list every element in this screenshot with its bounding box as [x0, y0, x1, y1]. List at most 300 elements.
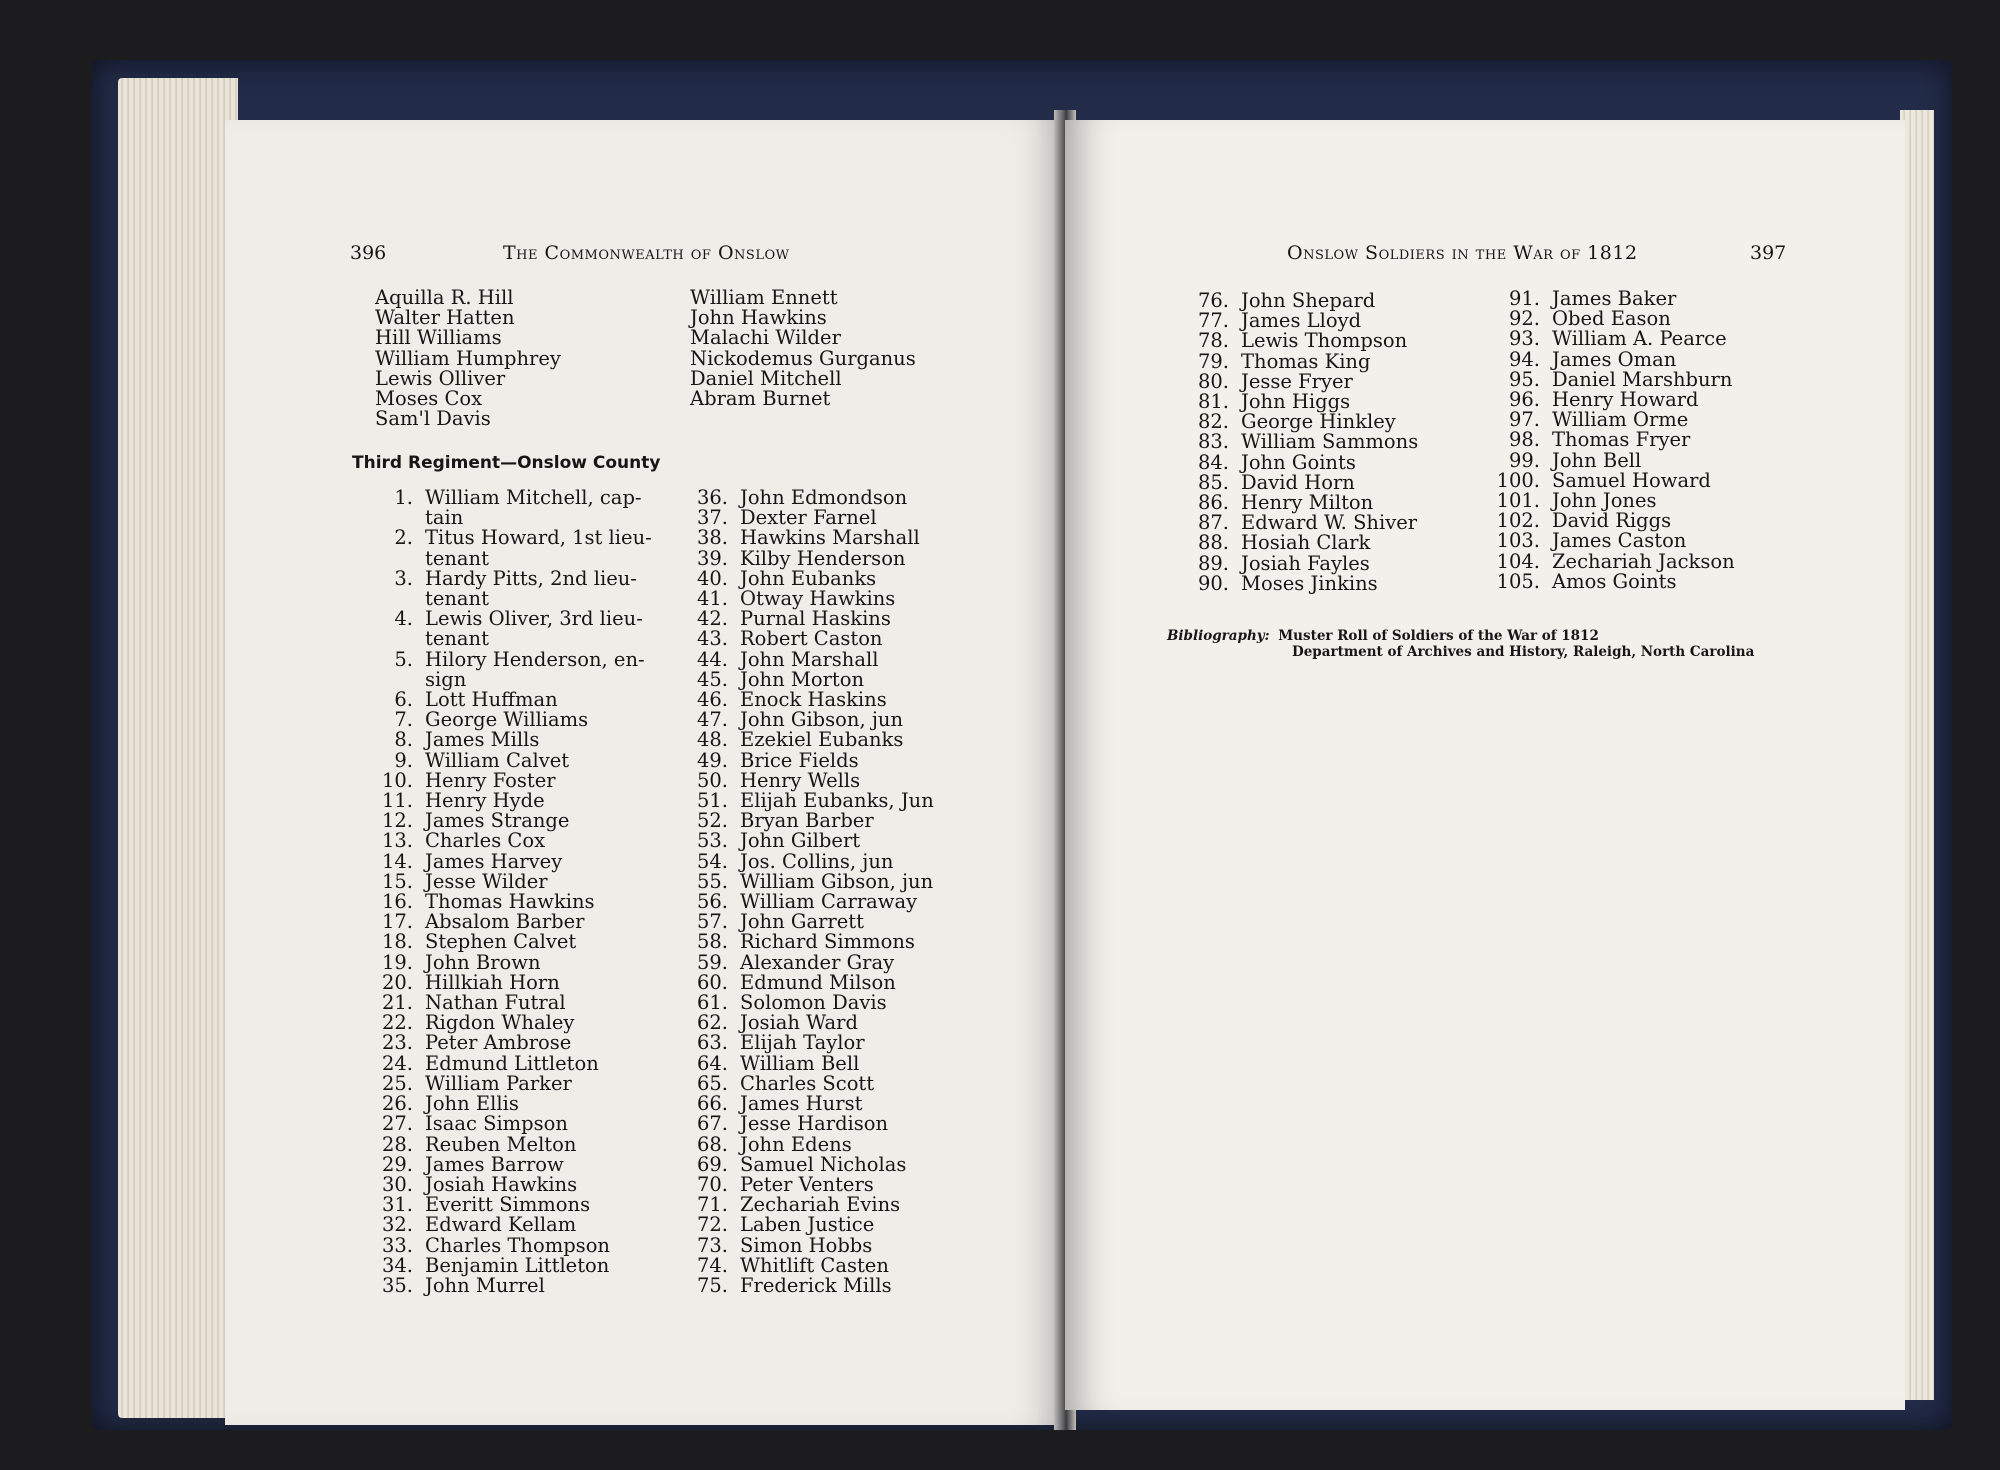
list-item	[670, 1033, 934, 1053]
entry-name: Everitt Simmons	[425, 1193, 591, 1217]
entry-number: 40.	[696, 566, 728, 590]
list-item	[1185, 349, 1418, 373]
list-item	[1185, 392, 1418, 412]
entry-name: Elijah Eubanks, Jun	[740, 789, 934, 813]
entry-number: 43.	[696, 627, 728, 651]
entry-name: James Caston	[1552, 529, 1687, 553]
list-item	[1492, 448, 1735, 472]
entry-number: 17.	[381, 910, 413, 934]
entry-name: Nathan Futral	[425, 991, 566, 1015]
entry-number: 22.	[381, 1011, 413, 1035]
entry-name: Hillkiah Horn	[425, 970, 560, 994]
entry-number: 27.	[381, 1112, 413, 1136]
entry-name: George Williams	[425, 708, 589, 732]
list-item	[355, 1253, 652, 1277]
entry-name: James Mills	[425, 728, 540, 752]
entry-name: Jos. Collins, jun	[740, 849, 894, 873]
entry-number: 4.	[394, 607, 413, 631]
entry-number: 10.	[381, 768, 413, 792]
page-edges-left	[118, 78, 238, 1418]
entry-name: Thomas Fryer	[1552, 428, 1691, 452]
list-item	[670, 1094, 934, 1114]
entry-number: 39.	[696, 546, 728, 570]
entry-number: 52.	[696, 809, 728, 833]
entry-number: 97.	[1508, 408, 1540, 432]
section-heading: Third Regiment—Onslow County	[352, 453, 661, 473]
entry-name: Josiah Ward	[740, 1011, 858, 1035]
entry-number: 61.	[696, 991, 728, 1015]
list-item	[670, 791, 934, 811]
entry-name: John Edmondson	[740, 486, 908, 509]
entry-number: 99.	[1508, 448, 1540, 472]
entry-name: Hawkins Marshall	[740, 526, 920, 550]
entry-name: Simon Hobbs	[740, 1233, 873, 1257]
entry-name: John Gibson, jun	[740, 708, 904, 732]
list-item	[670, 1051, 934, 1075]
entry-number: 42.	[696, 607, 728, 631]
list-item	[1492, 390, 1735, 410]
list-item: William Ennett	[690, 286, 838, 309]
entry-number: 55.	[696, 869, 728, 893]
list-item	[1185, 470, 1418, 494]
entry-number: 103.	[1496, 529, 1540, 553]
entry-number: 104.	[1496, 549, 1540, 573]
list-item	[355, 1051, 652, 1075]
entry-name: Peter Ambrose	[425, 1031, 572, 1055]
entry-name: Otway Hawkins	[740, 587, 896, 611]
entry-name: Kilby Henderson	[740, 546, 906, 570]
list-item	[355, 730, 652, 750]
list-item	[670, 993, 934, 1013]
entry-name: David Riggs	[1552, 509, 1672, 533]
list-item	[355, 869, 652, 893]
entry-number: 6.	[394, 688, 413, 712]
list-item	[670, 849, 934, 873]
entry-name: John Gilbert	[740, 829, 861, 853]
list-item	[355, 993, 652, 1013]
entry-number: 87.	[1197, 511, 1229, 535]
entry-number: 33.	[381, 1233, 413, 1257]
entry-number: 79.	[1197, 349, 1229, 373]
entry-name: Rigdon Whaley	[425, 1011, 575, 1035]
entry-number: 45.	[696, 667, 728, 691]
list-item	[1492, 549, 1735, 573]
list-item	[670, 730, 934, 750]
entry-name: John Bell	[1552, 448, 1642, 472]
list-item	[355, 811, 652, 831]
list-item	[355, 849, 652, 873]
entry-number: 14.	[381, 849, 413, 873]
left-page	[225, 120, 1065, 1425]
list-item	[355, 566, 652, 590]
entry-number: 12.	[381, 809, 413, 833]
entry-number: 49.	[696, 748, 728, 772]
entry-name: Edward W. Shiver	[1241, 511, 1418, 535]
entry-number: 66.	[696, 1092, 728, 1116]
running-head: Onslow Soldiers in the War of 1812	[1287, 242, 1638, 264]
entry-number: 53.	[696, 829, 728, 853]
entry-number: 8.	[394, 728, 413, 752]
list-item	[670, 811, 934, 831]
list-item: Daniel Mitchell	[690, 366, 842, 390]
entry-name: Hilory Henderson, en-	[425, 647, 645, 671]
entry-name: Richard Simmons	[740, 930, 915, 954]
entry-name: Edward Kellam	[425, 1213, 577, 1237]
list-item	[355, 1013, 652, 1033]
entry-name: Reuben Melton	[425, 1132, 577, 1156]
entry-number: 44.	[696, 647, 728, 671]
entry-name: John Morton	[740, 667, 865, 691]
list-item	[670, 768, 934, 792]
entry-number: 93.	[1508, 327, 1540, 351]
entry-name: William Parker	[425, 1071, 572, 1095]
list-item	[1492, 569, 1735, 593]
entry-name: John Jones	[1552, 489, 1657, 513]
entry-number: 26.	[381, 1092, 413, 1116]
entry-name: Henry Foster	[425, 768, 556, 792]
entry-name: Benjamin Littleton	[425, 1253, 610, 1277]
entry-number: 85.	[1197, 470, 1229, 494]
entry-name: Samuel Howard	[1552, 468, 1711, 492]
entry-name: Lewis Oliver, 3rd lieu-	[425, 607, 643, 631]
entry-number: 74.	[696, 1253, 728, 1277]
entry-name: James Harvey	[425, 849, 563, 873]
entry-name: Elijah Taylor	[740, 1031, 865, 1055]
entry-number: 81.	[1197, 390, 1229, 414]
right-page	[1065, 120, 1905, 1410]
list-item	[355, 710, 652, 730]
entry-continuation: tenant	[425, 627, 489, 651]
list-item	[670, 667, 934, 691]
entry-name: Titus Howard, 1st lieu-	[425, 526, 652, 550]
list-item: Sam'l Davis	[375, 407, 491, 431]
name-list	[690, 288, 916, 409]
entry-name: Dexter Farnel	[740, 506, 877, 530]
list-item	[355, 1132, 652, 1156]
entry-name: Solomon Davis	[740, 991, 887, 1015]
entry-name: Absalom Barber	[425, 910, 585, 934]
list-item	[1492, 329, 1735, 349]
running-head: The Commonwealth of Onslow	[503, 242, 790, 264]
list-item	[355, 892, 652, 912]
entry-number: 62.	[696, 1011, 728, 1035]
entry-name: Bryan Barber	[740, 809, 874, 833]
entry-name: William Bell	[740, 1051, 860, 1075]
list-item	[1492, 347, 1735, 371]
list-item	[355, 609, 652, 629]
entry-number: 50.	[696, 768, 728, 792]
roster-column	[1492, 289, 1735, 592]
list-item	[1185, 533, 1418, 553]
entry-name: Jesse Hardison	[740, 1112, 889, 1136]
entry-number: 32.	[381, 1213, 413, 1237]
list-item	[355, 1195, 652, 1215]
entry-name: Charles Cox	[425, 829, 546, 853]
list-item	[355, 1273, 652, 1297]
entry-number: 5.	[394, 647, 413, 671]
list-item	[1492, 468, 1735, 492]
list-item	[1492, 410, 1735, 430]
entry-number: 48.	[696, 728, 728, 752]
list-item	[1185, 513, 1418, 533]
list-item	[670, 710, 934, 730]
entry-name: William Mitchell, cap-	[425, 486, 642, 509]
entry-name: James Baker	[1552, 287, 1677, 310]
entry-number: 90.	[1197, 571, 1229, 595]
list-item	[670, 528, 934, 548]
entry-number: 69.	[696, 1152, 728, 1176]
entry-number: 51.	[696, 789, 728, 813]
entry-name: Lewis Thompson	[1241, 329, 1408, 353]
entry-name: Zechariah Evins	[740, 1193, 901, 1217]
list-item	[670, 1273, 934, 1297]
entry-number: 64.	[696, 1051, 728, 1075]
entry-number: 34.	[381, 1253, 413, 1277]
entry-number: 37.	[696, 506, 728, 530]
entry-continuation: tenant	[425, 587, 489, 611]
entry-name: William A. Pearce	[1552, 327, 1727, 351]
entry-number: 84.	[1197, 450, 1229, 474]
entry-number: 60.	[696, 970, 728, 994]
list-item	[670, 546, 934, 570]
entry-number: 30.	[381, 1172, 413, 1196]
list-item	[670, 1013, 934, 1033]
entry-name: Thomas King	[1241, 349, 1371, 373]
entry-name: Whitlift Casten	[740, 1253, 889, 1277]
list-item	[355, 1094, 652, 1114]
entry-name: John Garrett	[740, 910, 864, 934]
entry-number: 78.	[1197, 329, 1229, 353]
list-item	[355, 1233, 652, 1257]
list-item: Nickodemus Gurganus	[690, 346, 916, 370]
list-item	[1185, 331, 1418, 351]
entry-number: 13.	[381, 829, 413, 853]
entry-name: Charles Scott	[740, 1071, 875, 1095]
list-item	[670, 1253, 934, 1277]
entry-number: 21.	[381, 991, 413, 1015]
entry-number: 83.	[1197, 430, 1229, 454]
entry-number: 89.	[1197, 551, 1229, 575]
entry-name: Isaac Simpson	[425, 1112, 568, 1136]
entry-name: Hosiah Clark	[1241, 531, 1371, 555]
list-item	[670, 589, 934, 609]
entry-number: 63.	[696, 1031, 728, 1055]
list-item	[670, 690, 934, 710]
entry-name: Ezekiel Eubanks	[740, 728, 904, 752]
entry-name: John Marshall	[740, 647, 879, 671]
list-item	[670, 970, 934, 994]
entry-number: 102.	[1496, 509, 1540, 533]
entry-number: 80.	[1197, 369, 1229, 393]
list-item	[1185, 571, 1418, 595]
entry-name: Thomas Hawkins	[425, 890, 595, 914]
entry-number: 28.	[381, 1132, 413, 1156]
list-item	[670, 488, 934, 508]
entry-number: 41.	[696, 587, 728, 611]
list-item	[355, 748, 652, 772]
list-item: Abram Burnet	[690, 387, 831, 411]
list-item	[355, 1215, 652, 1235]
list-item	[355, 690, 652, 710]
list-item	[670, 1114, 934, 1134]
entry-number: 58.	[696, 930, 728, 954]
entry-name: Jesse Fryer	[1241, 369, 1353, 393]
entry-name: Alexander Gray	[740, 950, 895, 974]
list-item	[670, 508, 934, 528]
entry-number: 11.	[381, 789, 413, 813]
entry-name: Zechariah Jackson	[1552, 549, 1735, 573]
list-item	[355, 1172, 652, 1196]
list-item	[670, 869, 934, 893]
bibliography-label: Bibliography:	[1167, 628, 1270, 644]
entry-name: James Lloyd	[1241, 309, 1362, 333]
entry-number: 95.	[1508, 367, 1540, 391]
list-item: Lewis Olliver	[375, 366, 506, 390]
list-item	[355, 950, 652, 974]
list-item	[355, 528, 652, 548]
entry-number: 65.	[696, 1071, 728, 1095]
entry-name: Edmund Milson	[740, 970, 896, 994]
entry-name: Henry Wells	[740, 768, 861, 792]
list-item	[670, 629, 934, 649]
entry-number: 56.	[696, 890, 728, 914]
entry-number: 82.	[1197, 410, 1229, 434]
page-edges-right	[1900, 110, 1934, 1400]
list-item	[1185, 291, 1418, 311]
entry-number: 31.	[381, 1193, 413, 1217]
entry-number: 88.	[1197, 531, 1229, 555]
entry-number: 29.	[381, 1152, 413, 1176]
entry-name: Frederick Mills	[740, 1273, 892, 1297]
list-item	[670, 1172, 934, 1196]
entry-name: Charles Thompson	[425, 1233, 610, 1257]
entry-name: Josiah Hawkins	[425, 1172, 578, 1196]
list-item	[1185, 432, 1418, 452]
list-item	[1185, 493, 1418, 513]
list-item	[670, 1071, 934, 1095]
entry-number: 96.	[1508, 388, 1540, 412]
list-item	[670, 647, 934, 671]
list-item	[670, 1215, 934, 1235]
entry-name: Laben Justice	[740, 1213, 875, 1237]
list-item	[355, 768, 652, 792]
entry-number: 75.	[696, 1273, 728, 1297]
entry-number: 68.	[696, 1132, 728, 1156]
list-item	[1492, 289, 1735, 309]
entry-number: 94.	[1508, 347, 1540, 371]
list-item: Malachi Wilder	[690, 326, 841, 350]
entry-name: James Strange	[425, 809, 570, 833]
list-item	[355, 831, 652, 851]
entry-number: 67.	[696, 1112, 728, 1136]
entry-name: James Barrow	[425, 1152, 564, 1176]
list-item: Hill Williams	[375, 326, 502, 350]
list-item: William Humphrey	[375, 346, 561, 370]
entry-number: 100.	[1496, 468, 1540, 492]
entry-number: 1.	[394, 486, 413, 509]
list-item	[670, 1195, 934, 1215]
list-item	[670, 609, 934, 629]
list-item	[1492, 309, 1735, 329]
list-item	[1185, 311, 1418, 331]
entry-name: David Horn	[1241, 470, 1355, 494]
entry-number: 72.	[696, 1213, 728, 1237]
roster-column	[670, 488, 934, 1296]
page-number: 397	[1750, 242, 1787, 264]
entry-name: James Hurst	[740, 1092, 863, 1116]
entry-name: Hardy Pitts, 2nd lieu-	[425, 566, 637, 590]
entry-number: 98.	[1508, 428, 1540, 452]
roster-column	[355, 488, 652, 1296]
entry-number: 105.	[1496, 569, 1540, 593]
entry-name: John Ellis	[425, 1092, 519, 1116]
entry-number: 2.	[394, 526, 413, 550]
list-item	[670, 1233, 934, 1257]
entry-number: 101.	[1496, 489, 1540, 513]
list-item	[1185, 369, 1418, 393]
entry-number: 77.	[1197, 309, 1229, 333]
entry-number: 57.	[696, 910, 728, 934]
list-item: Walter Hatten	[375, 306, 515, 330]
entry-name: John Eubanks	[740, 566, 877, 590]
entry-name: Henry Howard	[1552, 388, 1699, 412]
bibliography-line-1: Muster Roll of Soldiers of the War of 1812	[1278, 628, 1599, 644]
entry-name: Daniel Marshburn	[1552, 367, 1733, 391]
list-item	[355, 647, 652, 671]
entry-number: 92.	[1508, 307, 1540, 331]
list-item: John Hawkins	[690, 306, 827, 330]
list-item	[355, 932, 652, 952]
list-item	[670, 1152, 934, 1176]
entry-continuation: sign	[425, 667, 467, 691]
entry-number: 3.	[394, 566, 413, 590]
entry-name: John Brown	[425, 950, 541, 974]
entry-name: Purnal Haskins	[740, 607, 891, 631]
list-item: Aquilla R. Hill	[375, 286, 514, 309]
list-item	[355, 1152, 652, 1176]
entry-name: John Higgs	[1241, 390, 1351, 414]
list-item	[1185, 450, 1418, 474]
name-list	[375, 288, 561, 429]
entry-number: 73.	[696, 1233, 728, 1257]
entry-name: Lott Huffman	[425, 688, 558, 712]
entry-name: John Goints	[1241, 450, 1356, 474]
entry-name: Stephen Calvet	[425, 930, 577, 954]
entry-number: 16.	[381, 890, 413, 914]
entry-name: Obed Eason	[1552, 307, 1671, 331]
entry-name: Enock Haskins	[740, 688, 887, 712]
bibliography	[1167, 628, 1754, 660]
entry-number: 18.	[381, 930, 413, 954]
entry-number: 46.	[696, 688, 728, 712]
list-item	[670, 566, 934, 590]
entry-name: Amos Goints	[1552, 569, 1677, 593]
entry-name: Edmund Littleton	[425, 1051, 599, 1075]
entry-number: 59.	[696, 950, 728, 974]
list-item	[1492, 511, 1735, 531]
list-item	[355, 791, 652, 811]
entry-number: 86.	[1197, 491, 1229, 515]
entry-name: John Shepard	[1241, 289, 1376, 312]
list-item	[670, 950, 934, 974]
list-item	[1492, 531, 1735, 551]
list-item	[355, 970, 652, 994]
entry-name: William Sammons	[1241, 430, 1419, 454]
list-item	[670, 932, 934, 952]
list-item	[670, 748, 934, 772]
page-number: 396	[350, 242, 387, 264]
entry-name: Peter Venters	[740, 1172, 874, 1196]
